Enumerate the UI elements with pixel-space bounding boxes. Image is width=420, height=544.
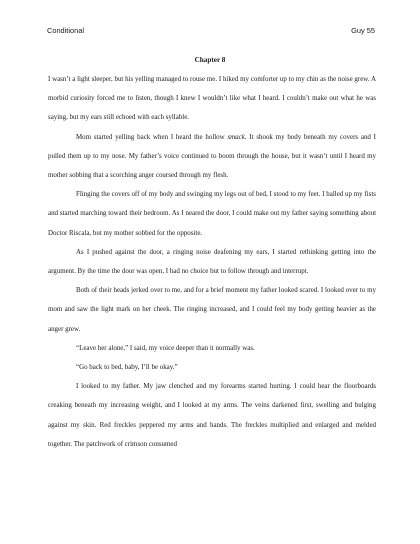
paragraph-2: [48, 128, 376, 186]
paragraph-2-emphasis: smack: [227, 132, 245, 141]
running-header: [47, 26, 375, 35]
body-text: [48, 70, 376, 454]
paragraph-8: I looked to my father. My jaw clenched and my forearms started hurting. I could hear the floorboards creaking beneath my increasing weight, and I looked at my arms. The veins darkened first, swelling and bulging against my skin. Red freckles peppered my arms and hands. The freckles multiplied and enlarged and melded together. The patchwork of crimson consumed: [48, 382, 376, 448]
header-page-number: Guy 55: [351, 26, 375, 35]
paragraph-6: “Leave her alone,” I said, my voice deeper than it normally was.: [76, 343, 255, 352]
paragraph-5: Both of their heads jerked over to me, and for a brief moment my father looked scared. I looked over to my mom and saw the light mark on her cheek. The ringing increased, and I could feel my body getting heavier as the anger grew.: [48, 286, 376, 333]
chapter-heading: Chapter 8: [194, 56, 226, 64]
paragraph-2-after: . It shook my body beneath my covers and I pulled them up to my nose. My father’s voice continued to boom through the house, but it wasn’t until I heard my mother sobbing that a scorching anger coursed through my flesh.: [48, 132, 376, 180]
paragraph-7: “Go back to bed, baby, I’ll be okay.”: [76, 363, 178, 372]
paragraph-4: As I pushed against the door, a ringing noise deafening my ears, I started rethinking getting into the argument. By the time the door was open, I had no choice but to follow through and interrupt.: [48, 247, 376, 276]
paragraph-3: Flinging the covers off of my body and swinging my legs out of bed, I stood to my feet. I balled up my fists and started marching toward their bedroom. As I neared the door, I could make out my father saying something about Doctor Riscala, but my mother sobbed for the opposite.: [48, 190, 376, 237]
header-title: Conditional: [47, 26, 84, 35]
paragraph-1: I wasn’t a light sleeper, but his yelling managed to rouse me. I hiked my comforter up to my chin as the noise grew. A morbid curiosity forced me to listen, though I knew I wouldn’t like what I heard. I couldn’t make out what he was saying, but my ears still echoed with each syllable.: [48, 75, 376, 122]
paragraph-2-before: Mom started yelling back when I heard the hollow: [76, 132, 228, 141]
